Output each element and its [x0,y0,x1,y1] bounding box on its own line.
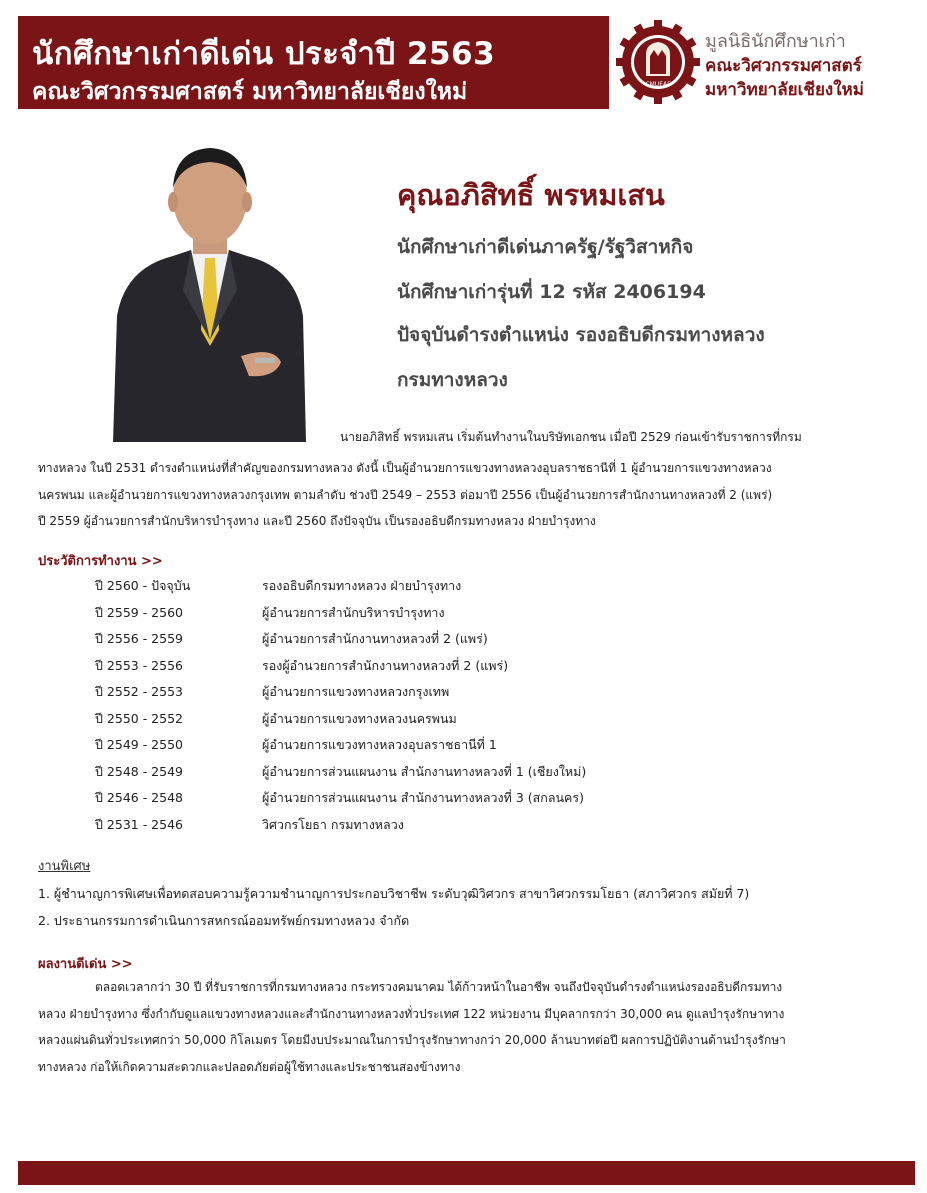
career-position: ผู้อำนวยการแขวงทางหลวงนครพนม [262,710,457,726]
bio-line-4: ปี 2559 ผู้อำนวยการสำนักบริหารบำรุงทาง และปี 2560 ถึงปัจจุบัน เป็นรองอธิบดีกรมทางหลวง ฝ่ายบำรุงทาง [38,514,596,528]
foundation-line-2: คณะวิศวกรรมศาสตร์ [705,56,862,76]
organization: กรมทางหลวง [397,369,508,391]
list-item [95,682,795,709]
career-position: ผู้อำนวยการแขวงทางหลวงกรุงเทพ [262,684,450,699]
achievements-line-2: หลวง ฝ่ายบำรุงทาง ซึ่งกำกับดูแลแขวงทางหลวงและสำนักงานทางหลวงทั่วประเทศ 122 หน่วยงาน มีบุคลากรกว่า 30,000 คน ดูแลบำรุงรักษาทาง [38,1006,785,1021]
career-years: ปี 2559 - 2560 [95,604,183,620]
list-item [95,815,795,842]
achievements-line-3: หลวงแผ่นดินทั่วประเทศกว่า 50,000 กิโลเมตร โดยมีงบประมาณในการบำรุงรักษาทางกว่า 20,000 ล้านบาทต่อปี ผลการปฏิบัติงานด้านบำรุงรักษา [38,1033,786,1047]
career-years: ปี 2550 - 2552 [95,710,183,726]
career-position: รองอธิบดีกรมทางหลวง ฝ่ายบำรุงทาง [262,578,462,593]
career-years: ปี 2553 - 2556 [95,657,183,673]
footer-bar [18,1161,915,1185]
career-position: ผู้อำนวยการส่วนแผนงาน สำนักงานทางหลวงที่ 3 (สกลนคร) [262,790,584,805]
cohort-code: นักศึกษาเก่ารุ่นที่ 12 รหัส 2406194 [397,281,706,303]
award-category: นักศึกษาเก่าดีเด่นภาครัฐ/รัฐวิสาหกิจ [397,236,694,258]
logo-text: CMUEAF [645,81,671,88]
bio-line-3: นครพนม และผู้อำนวยการแขวงทางหลวงกรุงเทพ ตามลำดับ ช่วงปี 2549 – 2553 ต่อมาปี 2556 เป็นผู้อำนวยการสำนักงานทางหลวงที่ 2 (แพร่) [38,487,773,502]
special-heading: งานพิเศษ [38,859,91,874]
foundation-logo-icon [616,20,700,104]
special-item-2: 2. ประธานกรรมการดำเนินการสหกรณ์ออมทรัพย์กรมทางหลวง จำกัด [38,912,410,928]
career-position: วิศวกรโยธา กรมทางหลวง [262,816,404,832]
career-years: ปี 2546 - 2548 [95,790,183,805]
bio-line-2: ทางหลวง ในปี 2531 ดำรงตำแหน่งที่สำคัญของกรมทางหลวง ดังนี้ เป็นผู้อำนวยการแขวงทางหลวงอุบลราชธานีที่ 1 ผู้อำนวยการแขวงทางหลวง [38,461,772,475]
foundation-line-3: มหาวิทยาลัยเชียงใหม่ [705,80,864,100]
list-item [95,629,795,656]
career-position: ผู้อำนวยการสำนักงานทางหลวงที่ 2 (แพร่) [262,631,488,646]
list-item [95,709,795,736]
list-item [95,656,795,683]
title-banner [18,16,609,109]
achievements-line-4: ทางหลวง ก่อให้เกิดความสะดวกและปลอดภัยต่อผู้ใช้ทางและประชาชนสองข้างทาง [38,1059,461,1074]
achievements-heading: ผลงานดีเด่น >> [38,957,133,972]
career-position: ผู้อำนวยการสำนักบริหารบำรุงทาง [262,604,445,620]
foundation-name [705,30,864,102]
career-position: รองผู้อำนวยการสำนักงานทางหลวงที่ 2 (แพร่) [262,657,509,673]
career-years: ปี 2548 - 2549 [95,763,183,779]
list-item [95,762,795,789]
career-position: ผู้อำนวยการแขวงทางหลวงอุบลราชธานีที่ 1 [262,737,497,752]
bio-paragraph [38,455,891,535]
current-position: ปัจจุบันดำรงตำแหน่ง รองอธิบดีกรมทางหลวง [397,324,765,346]
career-years: ปี 2560 - ปัจจุบัน [95,578,191,593]
bio-line-1: นายอภิสิทธิ์ พรหมเสน เริ่มต้นทำงานในบริษัทเอกชน เมื่อปี 2529 ก่อนเข้ารับราชการที่กรม [340,430,802,444]
portrait-photo [113,140,306,442]
career-list [95,576,795,841]
career-years: ปี 2549 - 2550 [95,737,183,752]
career-heading: ประวัติการทำงาน >> [38,554,163,569]
list-item [95,788,795,815]
list-item [95,603,795,630]
achievements-line-1: ตลอดเวลากว่า 30 ปี ที่รับราชการที่กรมทางหลวง กระทรวงคมนาคม ได้ก้าวหน้าในอาชีพ จนถึงปัจจุบันดำรงตำแหน่งรองอธิบดีกรมทาง [95,980,783,994]
list-item [95,735,795,762]
special-item-1: 1. ผู้ชำนาญการพิเศษเพื่อทดสอบความรู้ความชำนาญการประกอบวิชาชีพ ระดับวุฒิวิศวกร สาขาวิศวกรรมโยธา (สภาวิศวกร สมัยที่ 7) [38,886,750,901]
list-item [95,576,795,603]
achievements-paragraph [38,974,891,1080]
person-name: คุณอภิสิทธิ์ พรหมเสน [397,178,665,212]
banner-title: นักศึกษาเก่าดีเด่น ประจำปี 2563 [32,36,496,72]
banner-subtitle: คณะวิศวกรรมศาสตร์ มหาวิทยาลัยเชียงใหม่ [32,79,468,105]
career-years: ปี 2552 - 2553 [95,684,183,699]
career-years: ปี 2531 - 2546 [95,816,183,832]
special-list [38,881,749,934]
career-years: ปี 2556 - 2559 [95,631,183,646]
foundation-line-1: มูลนิธินักศึกษาเก่า [705,31,846,52]
career-position: ผู้อำนวยการส่วนแผนงาน สำนักงานทางหลวงที่ 1 (เชียงใหม่) [262,763,587,779]
